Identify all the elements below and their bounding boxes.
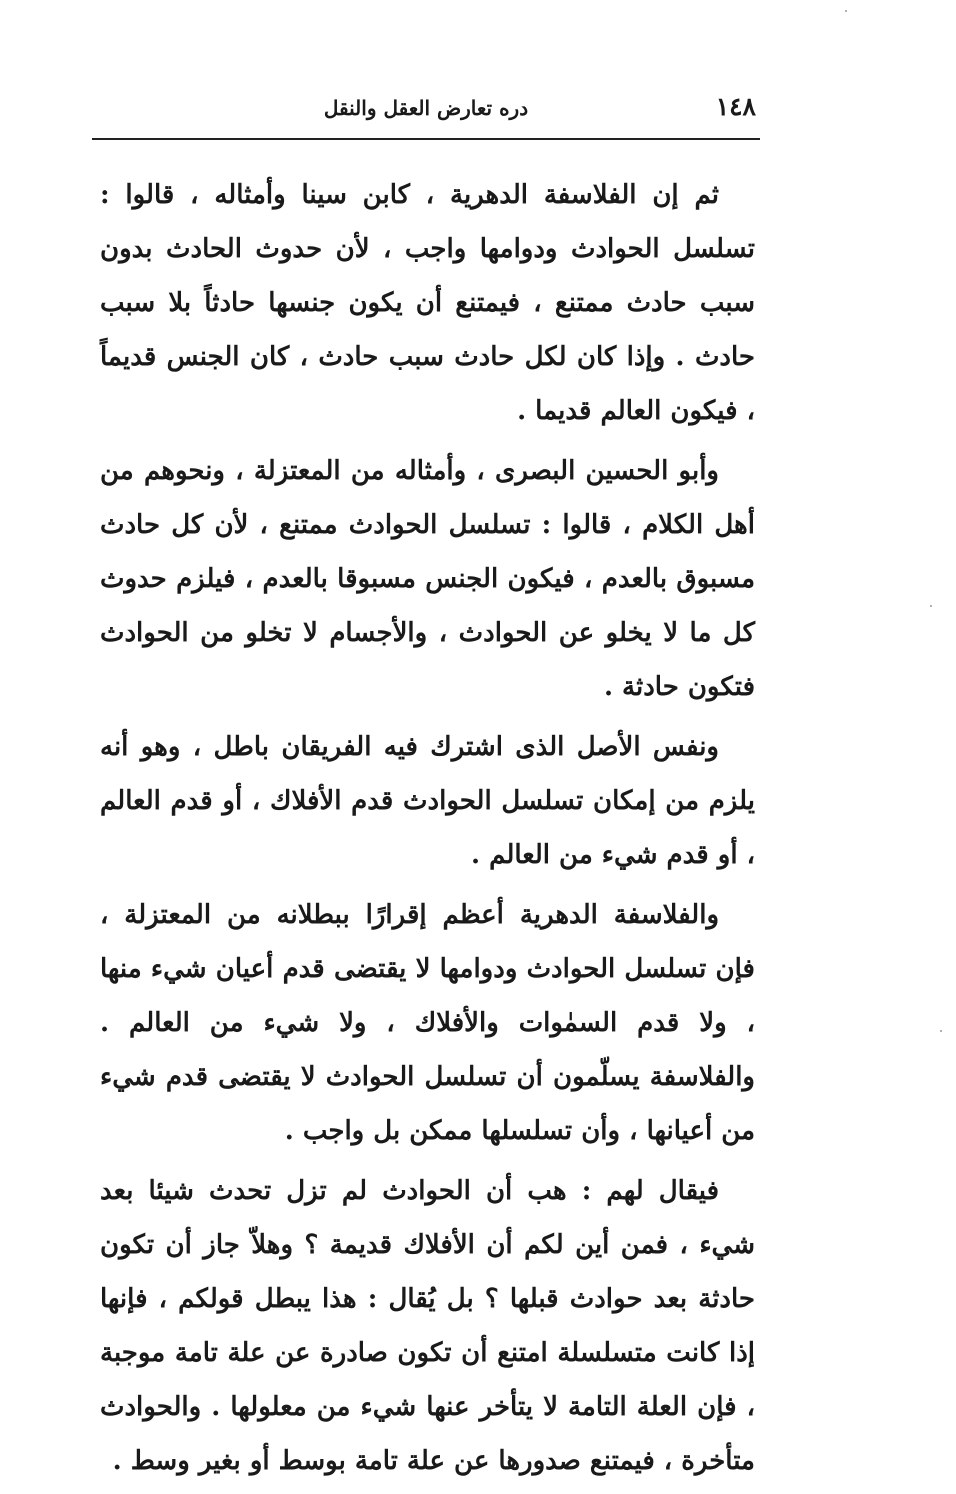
paragraph-4: والفلاسفة الدهرية أعظم إقرارًا ببطلانه من المعتزلة ، فإن تسلسل الحوادث ودوامها لا يقتضى قدم أعيان شيء منها ، ولا قدم السمٰوات والأفلاك ، ولا شيء من العالم . والفلاسفة يسلّمون أن تسلسل الحوادث لا يقتضى قدم شيء من أعيانها ، وأن تسلسلها ممكن بل واجب . <box>100 900 755 1146</box>
page-number: ١٤٨ <box>715 92 756 121</box>
paragraph-3: ونفس الأصل الذى اشترك فيه الفريقان باطل ، وهو أنه يلزم من إمكان تسلسل الحوادث قدم الأفلاك ، أو قدم العالم ، أو قدم شيء من العالم . <box>100 732 755 870</box>
page-header <box>92 92 760 136</box>
body-text <box>100 168 755 1494</box>
scan-speck <box>930 605 932 607</box>
header-divider <box>92 138 760 140</box>
paragraph-5: فيقال لهم : هب أن الحوادث لم تزل تحدث شيئا بعد شيء ، فمن أين لكم أن الأفلاك قديمة ؟ وهلاّ جاز أن تكون حادثة بعد حوادث قبلها ؟ بل يُقال : هذا يبطل قولكم ، فإنها إذا كانت متسلسلة امتنع أن تكون صادرة عن علة تامة موجبة ، فإن العلة التامة لا يتأخر عنها شيء من معلولها . والحوادث متأخرة ، فيمتنع صدورها عن علة تامة بوسط أو بغير وسط . <box>100 1176 755 1476</box>
running-title: دره تعارض العقل والنقل <box>323 96 529 120</box>
scan-speck <box>940 1030 942 1032</box>
paragraph-1: ثم إن الفلاسفة الدهرية ، كابن سينا وأمثاله ، قالوا : تسلسل الحوادث ودوامها واجب ، لأن حدوث الحادث بدون سبب حادث ممتنع ، فيمتنع أن يكون جنسها حادثاً بلا سبب حادث . وإذا كان لكل حادث سبب حادث ، كان الجنس قديماً ، فيكون العالم قديما . <box>100 180 755 426</box>
scan-speck <box>845 10 847 12</box>
paragraph-2: وأبو الحسين البصرى ، وأمثاله من المعتزلة ، ونحوهم من أهل الكلام ، قالوا : تسلسل الحوادث ممتنع ، لأن كل حادث مسبوق بالعدم ، فيكون الجنس مسبوقا بالعدم ، فيلزم حدوث كل ما لا يخلو عن الحوادث ، والأجسام لا تخلو من الحوادث فتكون حادثة . <box>100 456 755 702</box>
